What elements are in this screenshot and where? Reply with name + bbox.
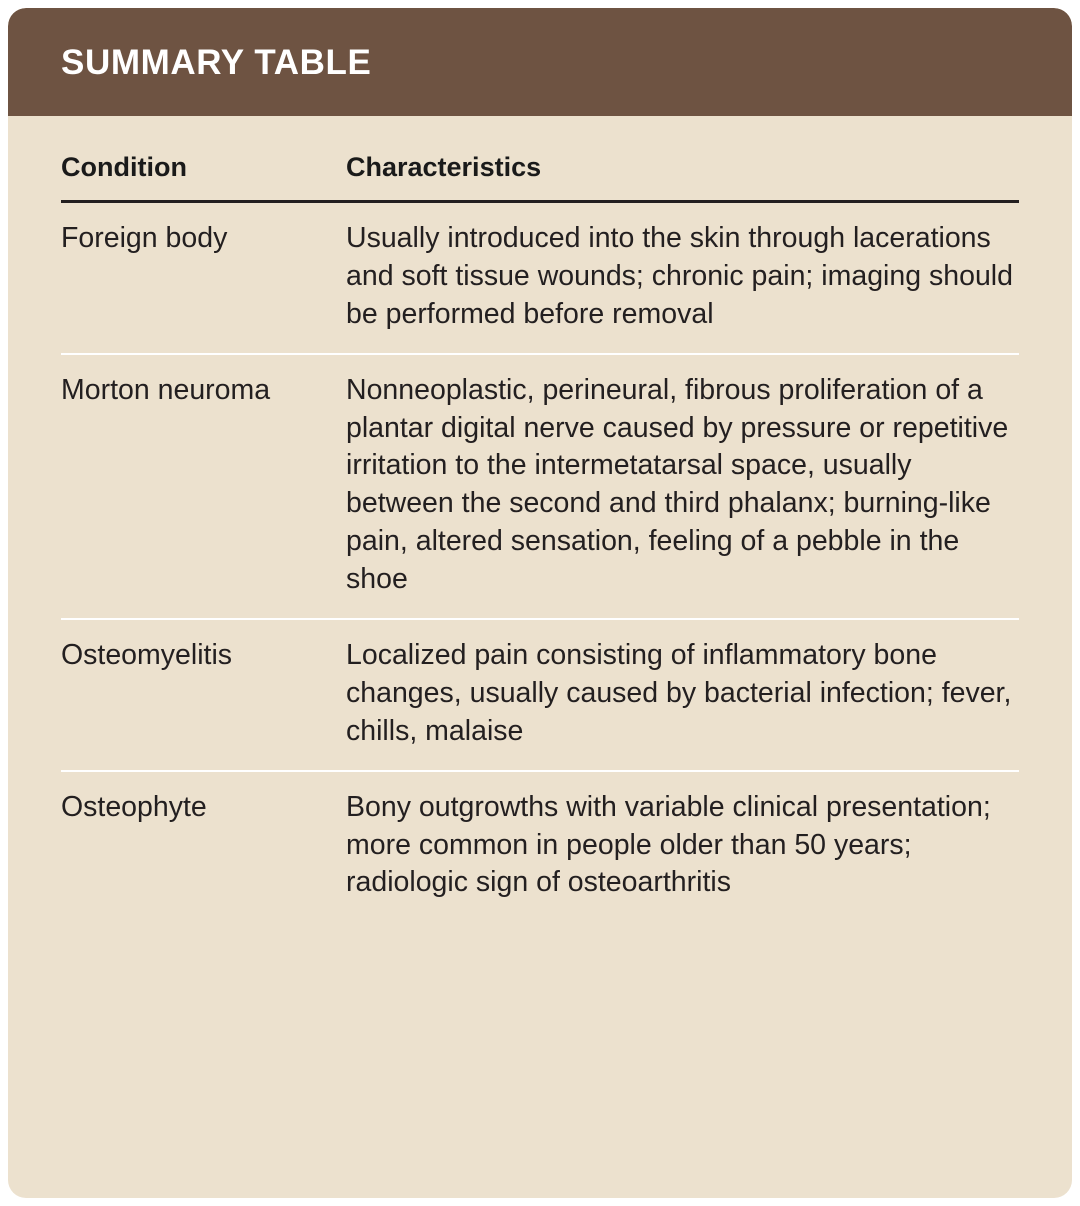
- cell-condition: Morton neuroma: [61, 354, 346, 619]
- column-header-condition: Condition: [61, 152, 346, 202]
- column-header-characteristics: Characteristics: [346, 152, 1019, 202]
- cell-condition: Osteophyte: [61, 790, 207, 823]
- cell-characteristics: Nonneoplastic, perineural, fibrous proliferation of a plantar digital nerve caused by pressure or repetitive irritation to the intermetatarsal space, usually between the second and third phalanx; burning-like pain, altered sensation, feeling of a pebble in the shoe: [346, 354, 1019, 619]
- card-header: [8, 8, 1072, 116]
- table-body: [61, 202, 1019, 922]
- summary-table-card: [8, 8, 1072, 1198]
- cell-characteristics: Usually introduced into the skin through lacerations and soft tissue wounds; chronic pain; imaging should be performed before removal: [346, 202, 1019, 354]
- summary-table: [61, 152, 1019, 921]
- cell-condition: Osteomyelitis: [61, 619, 346, 771]
- cell-characteristics: Bony outgrowths with variable clinical presentation; more common in people older than 50 years; radiologic sign of osteoarthritis: [346, 790, 991, 899]
- table-container: [8, 116, 1072, 921]
- table-row: [61, 619, 1019, 771]
- cell-characteristics: Localized pain consisting of inflammatory bone changes, usually caused by bacterial infection; fever, chills, malaise: [346, 619, 1019, 771]
- cell-condition: Foreign body: [61, 202, 346, 354]
- card-header-title: SUMMARY TABLE: [61, 42, 372, 82]
- table-header: [61, 152, 1019, 202]
- table-row: [61, 354, 1019, 619]
- table-row: [61, 771, 1019, 922]
- table-row: [61, 202, 1019, 354]
- table-header-row: [61, 152, 1019, 202]
